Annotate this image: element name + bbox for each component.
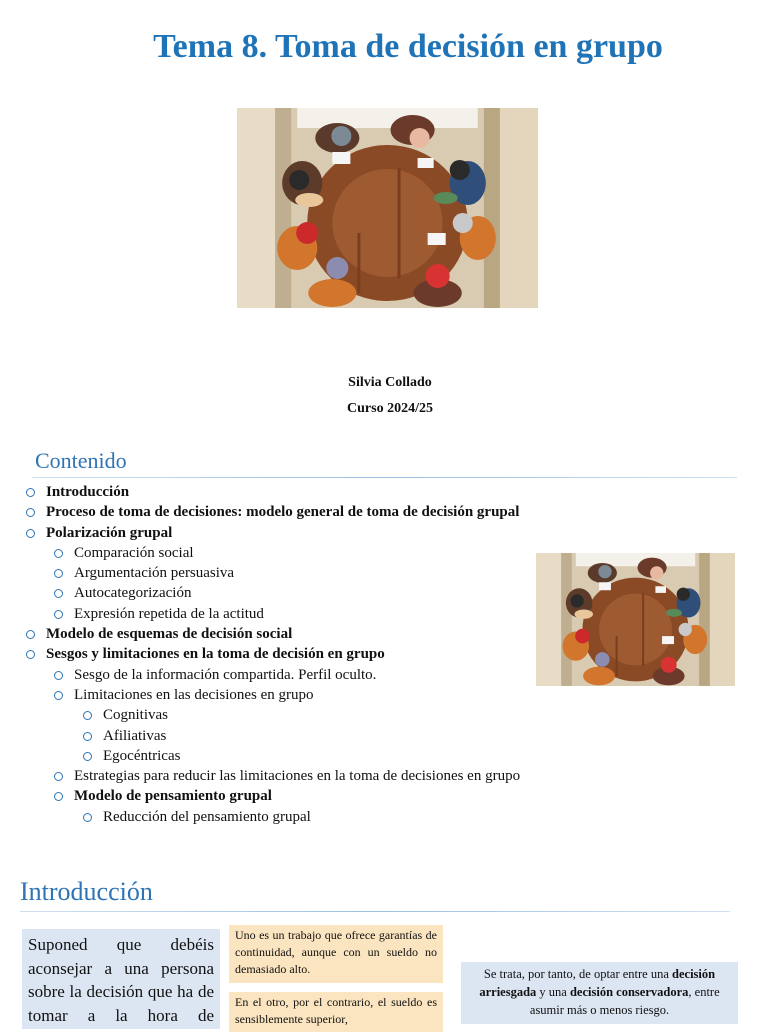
author-block	[0, 370, 768, 422]
bullet-icon	[54, 792, 63, 801]
bullet-icon	[83, 732, 92, 741]
contents-item	[24, 665, 624, 685]
bullet-icon	[26, 630, 35, 639]
contents-item	[24, 502, 624, 522]
bullet-icon	[54, 589, 63, 598]
contents-item-label: Modelo de esquemas de decisión social	[46, 626, 293, 643]
bullet-icon	[54, 772, 63, 781]
contents-item-label: Reducción del pensamiento grupal	[103, 808, 311, 825]
contents-item-label: Estrategias para reducir las limitaciones en la toma de decisiones en grupo	[74, 768, 521, 785]
summary-mid: y una	[539, 985, 567, 999]
summary-pre: Se trata, por tanto, de optar entre una	[483, 967, 669, 981]
contents-item	[24, 807, 624, 827]
contents-item-label: Afiliativas	[103, 727, 167, 744]
contents-item-label: Comparación social	[74, 544, 194, 561]
contents-list	[24, 482, 624, 827]
bullet-icon	[26, 650, 35, 659]
bullet-icon	[54, 549, 63, 558]
bullet-icon	[54, 569, 63, 578]
contents-divider	[32, 477, 737, 478]
summary-post: , entre asumir más o menos riesgo.	[529, 985, 720, 1017]
contents-item	[24, 523, 624, 543]
summary-conservative: decisión conservadora	[569, 985, 689, 999]
contents-item	[24, 583, 624, 603]
author-name: Silvia Collado	[348, 375, 432, 390]
contents-item	[24, 726, 624, 746]
intro-question-box: Suponed que debéis aconsejar a una persona sobre la decisión que ha de tomar a la hora de	[22, 929, 220, 1029]
bullet-icon	[54, 671, 63, 680]
contents-item	[24, 786, 624, 806]
intro-divider	[20, 911, 730, 912]
option-b-box: En el otro, por el contrario, el sueldo es sensiblemente superior,	[229, 992, 443, 1032]
bullet-icon	[26, 488, 35, 497]
course-label: Curso 2024/25	[347, 401, 433, 416]
bullet-icon	[83, 813, 92, 822]
bullet-icon	[54, 610, 63, 619]
contents-item-label: Introducción	[46, 484, 130, 500]
contents-item-label: Polarización grupal	[46, 524, 173, 541]
bullet-icon	[26, 529, 35, 538]
contents-item-label: Sesgo de la información compartida. Perfil oculto.	[74, 666, 377, 683]
contents-item-label: Cognitivas	[103, 707, 169, 724]
contents-item	[24, 644, 624, 664]
contents-item	[24, 604, 624, 624]
contents-item-label: Sesgos y limitaciones en la toma de decisión en grupo	[46, 646, 385, 663]
intro-heading: Introducción	[20, 877, 153, 906]
contents-item	[24, 685, 624, 705]
contents-heading: Contenido	[35, 448, 127, 473]
contents-item-label: Autocategorización	[74, 585, 192, 602]
option-a-box: Uno es un trabajo que ofrece garantías de continuidad, aunque con un sueldo no demasiado alto.	[229, 925, 443, 983]
contents-item	[24, 766, 624, 786]
bullet-icon	[54, 691, 63, 700]
contents-item-label: Limitaciones en las decisiones en grupo	[74, 686, 314, 703]
group-meeting-photo	[237, 108, 538, 308]
contents-item	[24, 482, 624, 502]
contents-item	[24, 543, 624, 563]
contents-item	[24, 624, 624, 644]
bullet-icon	[83, 752, 92, 761]
contents-item-label: Egocéntricas	[103, 747, 181, 764]
summary-risky: decisión arriesgada	[479, 967, 716, 999]
contents-item	[24, 705, 624, 725]
contents-item-label: Expresión repetida de la actitud	[74, 605, 264, 622]
group-meeting-thumbnail	[536, 553, 735, 686]
contents-item	[24, 563, 624, 583]
page-title: Tema 8. Toma de decisión en grupo	[153, 28, 663, 65]
bullet-icon	[83, 711, 92, 720]
contents-item-label: Modelo de pensamiento grupal	[74, 788, 272, 805]
contents-item	[24, 746, 624, 766]
summary-box	[461, 962, 738, 1024]
bullet-icon	[26, 508, 35, 517]
contents-item-label: Argumentación persuasiva	[74, 565, 235, 582]
contents-item-label: Proceso de toma de decisiones: modelo general de toma de decisión grupal	[46, 504, 520, 521]
